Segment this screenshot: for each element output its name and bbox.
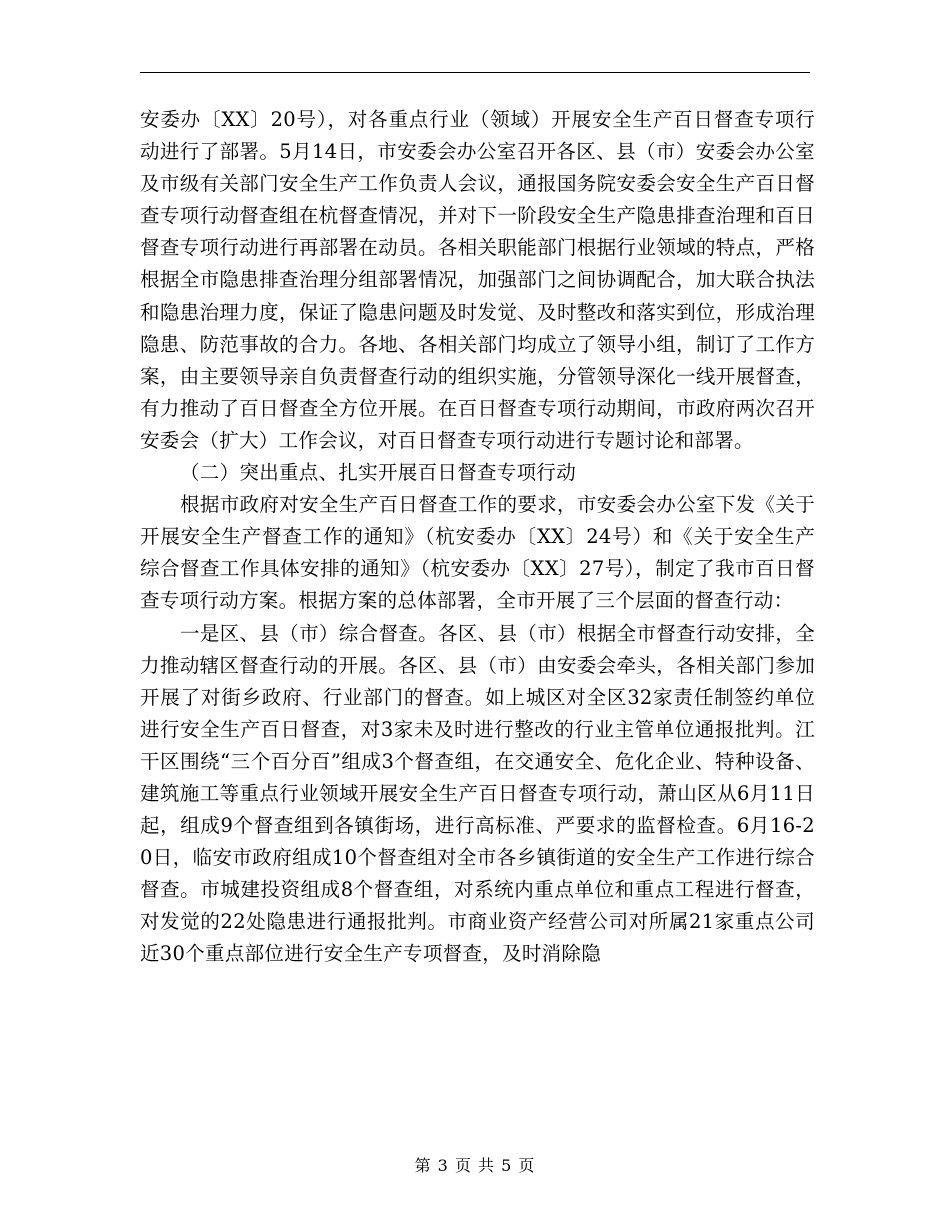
section-heading: （二）突出重点、扎实开展百日督查专项行动 [180, 461, 577, 485]
paragraph: 一是区、县（市）综合督查。各区、县（市）根据全市督查行动安排，全力推动辖区督查行动的开展。各区、县（市）由安委会牵头，各相关部门参加开展了对街乡政府、行业部门的督查。如上城区对全区32家责任制签约单位进行安全生产百日督查，对3家未及时进行整改的行业主管单位通报批判。江干区围绕“三个百分百”组成3个督查组，在交通安全、危化企业、特种设备、建筑施工等重点行业领域开展安全生产百日督查专项行动，萧山区从6月11日起，组成9个督查组到各镇街场，进行高标准、严要求的监督检查。6月16-20日，临安市政府组成10个督查组对全市各乡镇街道的安全生产工作进行综合督查。市城建投资组成8个督查组，对系统内重点单位和重点工程进行督查，对发觉的22处隐患进行通报批判。市商业资产经营公司对所属21家重点公司近30个重点部位进行安全生产专项督查，及时消除隐 [140, 621, 815, 966]
header-rule [140, 72, 810, 73]
paragraph: 根据市政府对安全生产百日督查工作的要求，市安委会办公室下发《关于开展安全生产督查工作的通知》（杭安委办〔XX〕24号）和《关于安全生产综合督查工作具体安排的通知》（杭安委办〔XX〕27号），制定了我市百日督查专项行动方案。根据方案的总体部署，全市开展了三个层面的督查行动： [140, 493, 815, 613]
paragraph-continuation: 安委办〔XX〕20号），对各重点行业（领域）开展安全生产百日督查专项行动进行了部署。5月14日，市安委会办公室召开各区、县（市）安委会办公室及市级有关部门安全生产工作负责人会议，通报国务院安委会安全生产百日督查专项行动督查组在杭督查情况，并对下一阶段安全生产隐患排查治理和百日督查专项行动进行再部署在动员。各相关职能部门根据行业领域的特点，严格根据全市隐患排查治理分组部署情况，加强部门之间协调配合，加大联合执法和隐患治理力度，保证了隐患问题及时发觉、及时整改和落实到位，形成治理隐患、防范事故的合力。各地、各相关部门均成立了领导小组，制订了工作方案，由主要领导亲自负责督查行动的组织实施，分管领导深化一线开展督查，有力推动了百日督查全方位开展。在百日督查专项行动期间，市政府两次召开安委会（扩大）工作会议，对百日督查专项行动进行专题讨论和部署。 [140, 108, 815, 452]
document-body [140, 104, 815, 971]
page-footer: 第 3 页 共 5 页 [414, 1156, 536, 1175]
